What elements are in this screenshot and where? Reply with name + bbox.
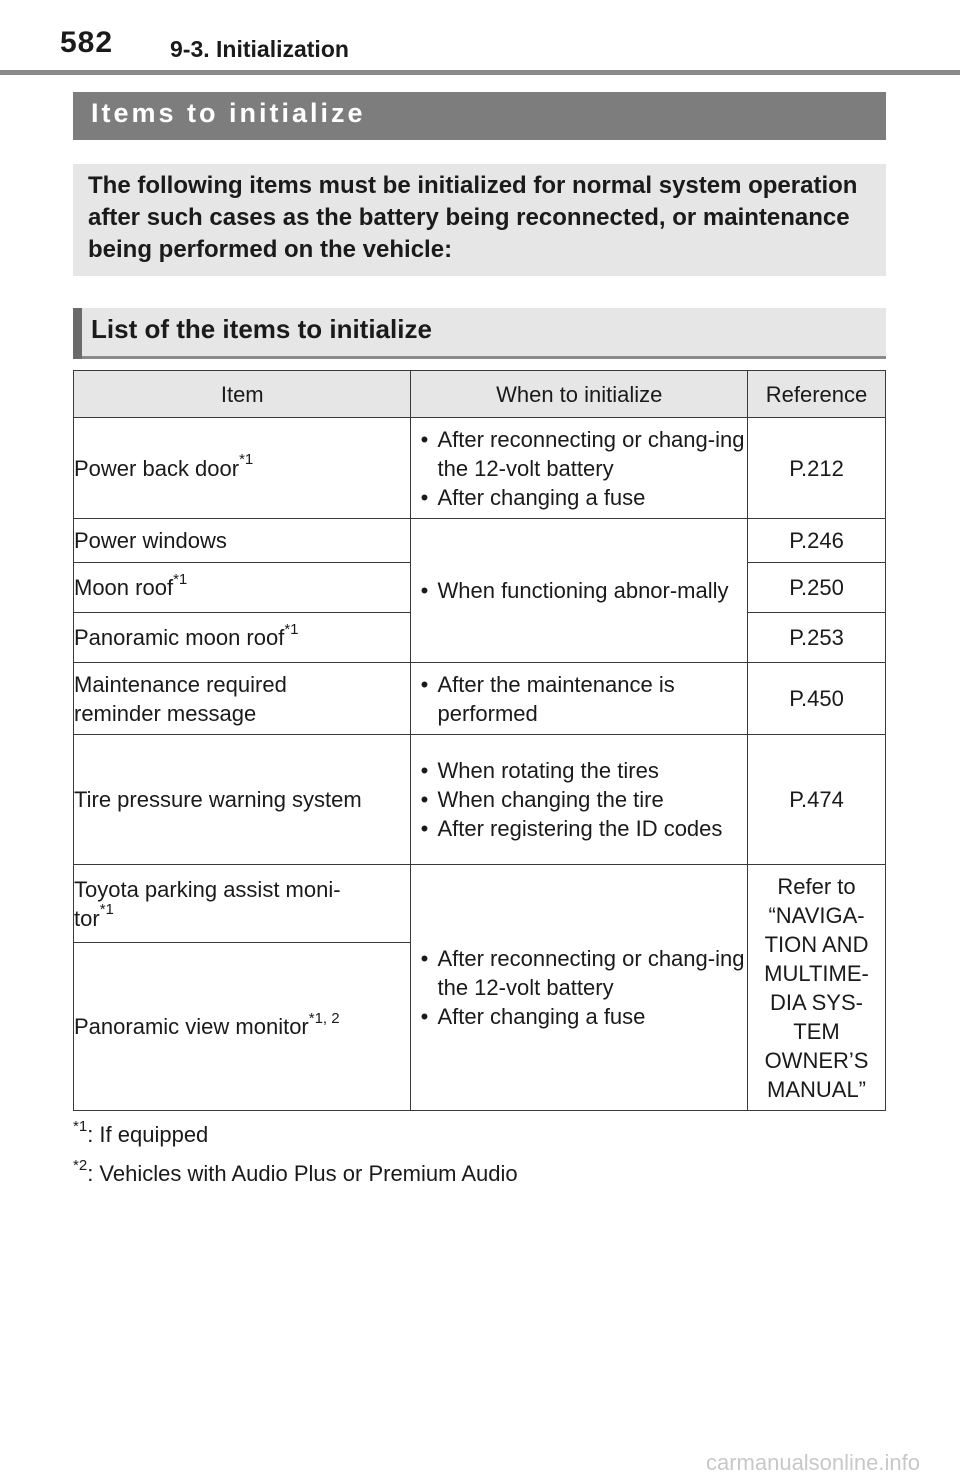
reference-cell: P.253 [748, 613, 886, 663]
column-header-item: Item [74, 371, 411, 418]
watermark: carmanualsonline.info [705, 1450, 920, 1475]
item-name: Panoramic moon roof [74, 625, 285, 650]
item-name-line: Toyota parking assist moni- [74, 876, 341, 902]
list-item: • After changing a fuse [420, 484, 646, 510]
footnote-marker: *1, 2 [308, 1009, 340, 1027]
subheading-bar [73, 308, 886, 359]
table-row [74, 418, 886, 519]
item-name: Moon roof [74, 575, 174, 600]
list-item: • After changing a fuse [420, 1004, 646, 1029]
when-cell [411, 865, 748, 1111]
item-cell [74, 663, 411, 735]
reference-cell: P.474 [748, 735, 886, 865]
page-number: 582 [60, 26, 114, 59]
item-cell [74, 519, 411, 563]
item-name-line: tor$^{*1}$ [74, 901, 114, 931]
footnote-marker: *1 [173, 570, 188, 588]
reference-cell: Refer to “NAVIGA-TION AND MULTIME-DIA SYS-TEM OWNER’S MANUAL” [748, 865, 886, 1111]
table-row [74, 865, 886, 943]
item-name: Tire pressure warning system [74, 787, 362, 812]
table-row [74, 735, 886, 865]
item-name: Power back door [74, 455, 240, 481]
header-divider [0, 70, 960, 75]
item-cell [74, 613, 411, 663]
column-header-reference: Reference [748, 371, 886, 418]
footnote [73, 1117, 518, 1149]
reference-cell: P.212 [748, 418, 886, 519]
table-row [74, 663, 886, 735]
item-cell [74, 418, 411, 519]
page-header [0, 0, 960, 76]
list-item: • After reconnecting or chang-ing the 12-volt battery [420, 946, 745, 1000]
list-item: • After registering the ID codes [420, 816, 723, 841]
item-name: Power windows [74, 528, 227, 553]
section-title-bar [73, 92, 886, 140]
item-cell [74, 943, 411, 1111]
list-item: • After reconnecting or chang-ing the 12-volt battery [420, 426, 745, 481]
footnote-text: : Vehicles with Audio Plus or Premium Audio [87, 1161, 518, 1186]
when-cell [411, 418, 748, 519]
footnote-marker: *1 [239, 451, 254, 469]
footnote-marker: *1 [99, 901, 114, 919]
subheading: List of the items to initialize [91, 314, 432, 344]
list-item: • When rotating the tires [420, 758, 659, 783]
list-item: • When functioning abnor-mally [420, 578, 729, 603]
item-name-line: Maintenance required [74, 671, 287, 697]
table-row [74, 519, 886, 563]
footnote-text: : If equipped [87, 1122, 209, 1147]
item-cell [74, 563, 411, 613]
table-header-row [74, 371, 886, 418]
intro-box [73, 164, 886, 276]
reference-cell: P.246 [748, 519, 886, 563]
footnote [73, 1156, 518, 1188]
item-cell [74, 735, 411, 865]
intro-text: The following items must be initialized for normal system operation after such cases as the battery being reconnected, or maintenance being performed on the vehicle: [88, 172, 858, 263]
item-name-line: reminder message [74, 700, 257, 726]
footnote-marker: *1 [284, 620, 299, 638]
when-cell [411, 519, 748, 663]
column-header-when: When to initialize [411, 371, 748, 418]
footnote-mark: *1 [73, 1117, 88, 1135]
list-item: • When changing the tire [420, 787, 664, 812]
footnotes [73, 1117, 518, 1198]
list-item: • After the maintenance is performed [420, 671, 675, 726]
reference-cell: P.450 [748, 663, 886, 735]
when-cell [411, 663, 748, 735]
item-name: Panoramic view monitor [74, 1014, 309, 1039]
initialize-items-table [73, 370, 886, 1111]
subheading-accent [73, 308, 82, 359]
section-title: Items to initialize [91, 98, 366, 128]
footnote-mark: *2 [73, 1156, 88, 1174]
item-cell [74, 865, 411, 943]
section-reference: 9-3. Initialization [170, 36, 349, 62]
reference-cell: P.250 [748, 563, 886, 613]
when-cell [411, 735, 748, 865]
